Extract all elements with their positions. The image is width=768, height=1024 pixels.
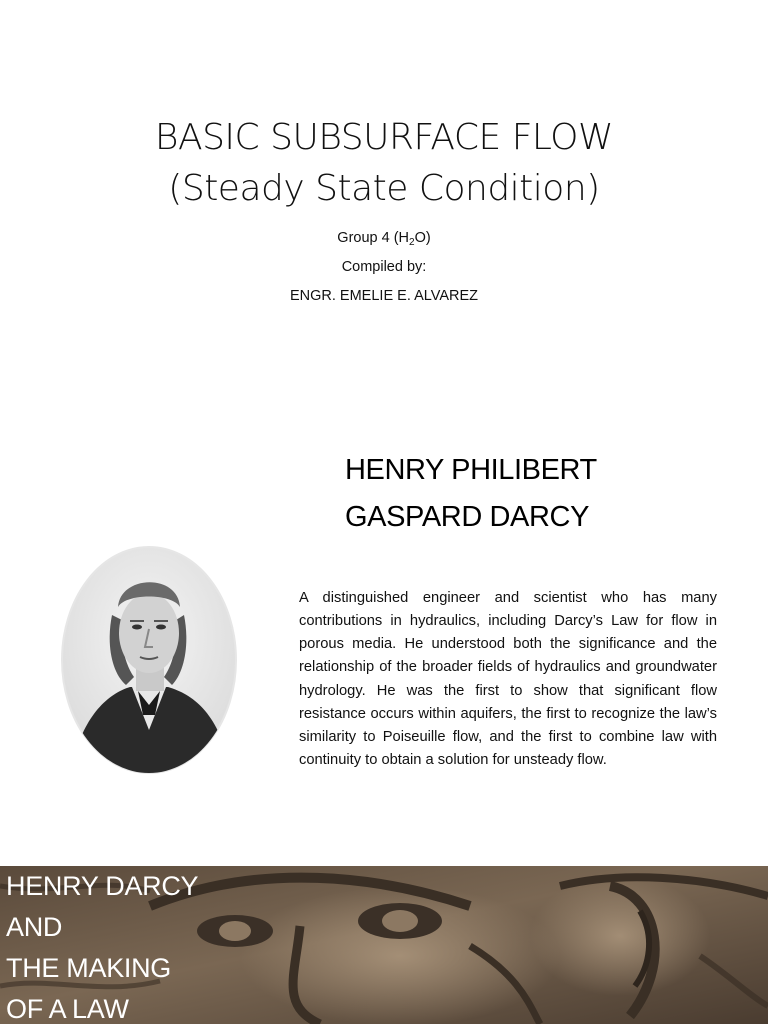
heading-line-2: GASPARD DARCY (345, 501, 590, 533)
slide-title-line-2: (Steady State Condition) (168, 168, 600, 209)
portrait-photo (60, 545, 238, 775)
banner-line-3: THE MAKING (6, 953, 172, 983)
author-name: ENGR. EMELIE E. ALVAREZ (289, 288, 479, 304)
banner-line-4: OF A LAW (6, 994, 129, 1024)
heading-line-1: HENRY PHILIBERT (345, 454, 597, 486)
banner-line-1: HENRY DARCY (6, 871, 199, 901)
group-label: Group 4 $(H_2O)$ (337, 230, 431, 248)
slide-title-line-1: BASIC SUBSURFACE FLOW (154, 117, 614, 158)
banner-line-2: AND (6, 912, 63, 942)
biography-slide (0, 440, 768, 860)
title-slide (0, 0, 768, 420)
biography-text: A distinguished engineer and scientist who has many contributions in hydraulics, including Darcy’s Law for flow in porous media. He understood both the significance and the relationship of the broader fields of hydraulics and groundwater hydrology. He was the first to show that significant flow resistance occurs within aquifers, the first to recognize the law’s similarity to Poiseuille flow, and the first to combine law with continuity to obtain a solution for unsteady flow. (299, 589, 717, 769)
title-banner (0, 866, 768, 1024)
compiled-by-label: Compiled by: (341, 259, 427, 275)
banner-title (6, 866, 198, 1024)
